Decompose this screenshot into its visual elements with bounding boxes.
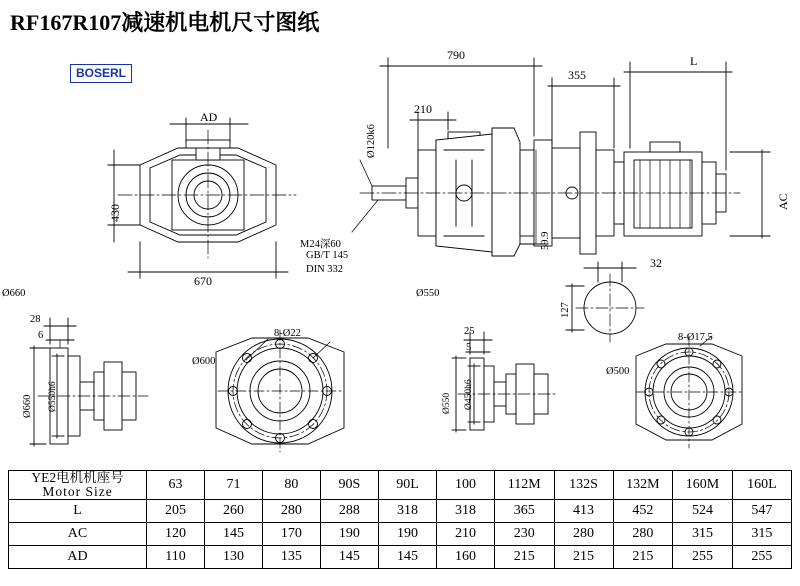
- cell: 210: [437, 523, 495, 546]
- cell: 315: [732, 523, 791, 546]
- cell: 170: [262, 523, 320, 546]
- table-header-size: 160L: [732, 471, 791, 500]
- cell: 110: [147, 546, 205, 569]
- cell: 205: [147, 500, 205, 523]
- dim-AD: AD: [200, 110, 218, 124]
- table-header-label-cn: YE2电机机座号: [31, 470, 124, 485]
- dim-25: 25: [464, 326, 475, 337]
- dim-127: 127: [560, 302, 571, 318]
- dim-355: 355: [568, 68, 586, 82]
- dim-28: 28: [30, 314, 41, 325]
- row-label-AD: AD: [9, 546, 147, 569]
- table-header-size: 132S: [554, 471, 613, 500]
- cell: 130: [204, 546, 262, 569]
- holes-8x17-5: 8-Ø17.5: [678, 332, 713, 343]
- page-title: RF167R107减速机电机尺寸图纸: [10, 10, 320, 35]
- standard-gb: GB/T 145: [306, 250, 349, 261]
- brand-logo: BOSERL: [70, 64, 132, 83]
- cell: 120: [147, 523, 205, 546]
- dim-32: 32: [650, 256, 662, 270]
- table-row: [9, 546, 792, 569]
- cell: 160: [437, 546, 495, 569]
- row-label-L: L: [9, 500, 147, 523]
- table-header-label-en: Motor Size: [42, 484, 113, 500]
- cell: 190: [378, 523, 436, 546]
- cell: 260: [204, 500, 262, 523]
- cell: 215: [494, 546, 554, 569]
- cell: 315: [673, 523, 733, 546]
- dim-430: 430: [108, 204, 122, 222]
- row-label-AC: AC: [9, 523, 147, 546]
- dim-AC: AC: [776, 193, 790, 210]
- table-header-size: 160M: [673, 471, 733, 500]
- table-row: [9, 500, 792, 523]
- dim-5: 5: [466, 342, 472, 353]
- holes-8x22: 8-Ø22: [274, 328, 301, 339]
- table-header-size: 90S: [320, 471, 378, 500]
- cell: 145: [378, 546, 436, 569]
- dim-450h6: Ø450h6: [464, 379, 474, 410]
- table-header-size: 90L: [378, 471, 436, 500]
- cell: 215: [554, 546, 613, 569]
- table-header-size: 112M: [494, 471, 554, 500]
- cell: 547: [732, 500, 791, 523]
- dim-59-9: 59.9: [540, 231, 551, 250]
- cell: 255: [673, 546, 733, 569]
- dim-670: 670: [194, 274, 212, 288]
- cell: 524: [673, 500, 733, 523]
- cell: 318: [378, 500, 436, 523]
- dim-550-mid: Ø550: [416, 288, 440, 299]
- dim-L: L: [690, 54, 698, 68]
- table-header-size: 80: [262, 471, 320, 500]
- dim-790: 790: [447, 48, 465, 62]
- cell: 215: [613, 546, 673, 569]
- cell: 280: [613, 523, 673, 546]
- dim-6: 6: [38, 330, 44, 341]
- dimension-table: [8, 470, 792, 569]
- table-header-size: 100: [437, 471, 495, 500]
- cell: 190: [320, 523, 378, 546]
- dim-660-top: Ø660: [2, 288, 26, 299]
- table-header-size: 132M: [613, 471, 673, 500]
- dim-660-left: Ø660: [22, 394, 33, 418]
- cell: 318: [437, 500, 495, 523]
- cell: 452: [613, 500, 673, 523]
- cell: 145: [204, 523, 262, 546]
- table-header-size: 63: [147, 471, 205, 500]
- table-header-label: [9, 471, 147, 500]
- table-header-row: [9, 471, 792, 500]
- cell: 365: [494, 500, 554, 523]
- cell: 230: [494, 523, 554, 546]
- dim-550h6: Ø550h6: [48, 381, 58, 412]
- cell: 413: [554, 500, 613, 523]
- dim-500: Ø500: [606, 366, 630, 377]
- dim-550-left2: Ø550: [442, 392, 452, 414]
- thread-spec: M24深60: [300, 239, 341, 250]
- dim-120k6: Ø120k6: [366, 124, 377, 158]
- cell: 280: [262, 500, 320, 523]
- cell: 280: [554, 523, 613, 546]
- standard-din: DIN 332: [306, 264, 344, 275]
- cell: 145: [320, 546, 378, 569]
- table-header-size: 71: [204, 471, 262, 500]
- table-row: [9, 523, 792, 546]
- dim-600: Ø600: [192, 356, 216, 367]
- cell: 135: [262, 546, 320, 569]
- cell: 255: [732, 546, 791, 569]
- cell: 288: [320, 500, 378, 523]
- dim-210: 210: [414, 102, 432, 116]
